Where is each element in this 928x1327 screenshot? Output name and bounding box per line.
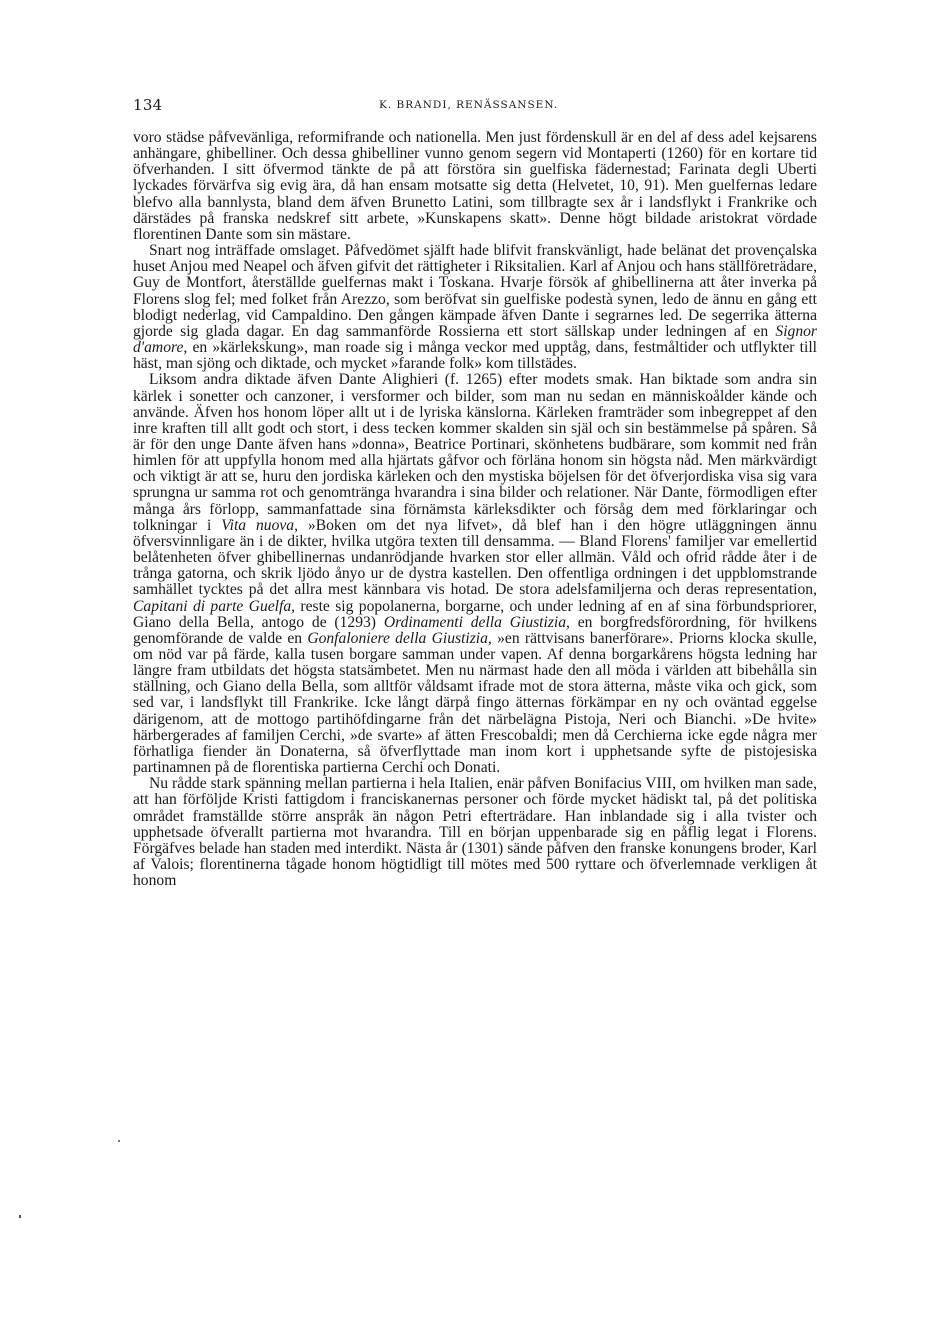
margin-mark	[19, 1215, 21, 1218]
paragraph-3-text-d: en borgfredsförordning, för hvilkens genomförande de valde en	[133, 613, 817, 647]
paragraph-3-text-a: Liksom andra diktade äfven Dante Alighieri (f. 1265) efter modets smak. Han biktade som andra sin kärlek i sonetter och canzoner, i versformer och bilder, som man nu sedan en människoålder kände och använde. Äfven hos honom löper allt ut i de lyriska känslorna. Kärleken framträder som inbegreppet af den inre kraften till allt godt och stort, i dess tecken kommer skalden sin själ och sin bestämmelse på spåren. Så är för den unge Dante äfven hans »donna», Beatrice Portinari, skönhetens budbärare, som kommit ned från himlen för att uppfylla honom med alla hjärtats gåfvor och förläna honom sin högsta nåd. Men märkvärdigt och viktigt är att se, huru den jordiska kärleken och den mystiska böjelsen för det öfverjordiska visa sig vara sprungna ur samma rot och genomtränga hvarandra i sina bilder och relationer. När Dante, förmodligen efter många års förlopp, sammanfattade sina förnämsta kärleksdikter och försåg dem med förklaringar och tolkningar i	[133, 371, 817, 534]
page-number: 134	[133, 96, 163, 114]
paragraph-2-text-b: en »kärlekskung», man roade sig i många veckor med upptåg, dans, festmåltider och utflykter till häst, man sjöng och diktade, och mycket »farande folk» kom tillstädes.	[133, 339, 817, 373]
paragraph-3-text-e: »en rättvisans banerförare». Priorns klocka skulle, om nöd var på färde, kalla tusen borgare samman under vapen. Af denna borgarkårens högsta ledning har längre fram utbildats det högsta statsämbetet. Men nu närmast hade den all möda i världen att bibehålla sin ställning, och Giano della Bella, som alltför våldsamt ifrade mot de stora ätterna, måste vika och gick, som sed var, i landsflykt till Frankrike. Icke långt därpå fingo ätternas förkämpar en ny och oväntad eggelse därigenom, att de mottogo partihöfdingarne från det närbelägna Pistoja, Neri och Bianchi. »De hvite» härbergerades af familjen Cerchi, »de svarte» af ätten Frescobaldi; men då Cerchierna icke egde några mer förhatliga fiender än Donaterna, så öfverflyttade man inom kort i upphetsande syfte de pistojesiska partinamnen på de florentiska partierna Cerchi och Donati.	[133, 629, 818, 777]
book-page	[133, 96, 817, 889]
paragraph-3	[133, 372, 817, 776]
paragraph-1	[133, 130, 817, 243]
italic-term-gonfaloniere: Gonfaloniere della Giustizia,	[307, 629, 492, 647]
scan-speck	[118, 1140, 120, 1142]
paragraph-3-text-b: »Boken om det nya lifvet», då blef han i den högre utläggningen ännu öfversvinnligare än i de dikter, hvilka utgöra texten till densamma. — Bland Florens' familjer var emellertid belåtenheten öfver ghibellinernas undanrödjande hvarken stor eller allmän. Våld och ofrid rådde åter i de trånga gatorna, och skrik ljödo ånyo ur de dystra kastellen. Den offentliga ordningen i det uppblomstrande samhället tycktes på det allra mest kännbara vis hotad. De stora adelsfamiljerna och deras representation,	[133, 516, 817, 599]
running-head	[133, 96, 817, 118]
paragraph-3-text-c: reste sig popolanerna, borgarne, och under ledning af en af sina förbundspriorer, Giano della Bella, antogo de (1293)	[133, 597, 818, 631]
paragraph-1-text: voro städse påfvevänliga, reformifrande och nationella. Men just fördenskull är en del af dess adel kejsarens anhängare, ghibelliner. Och dessa ghibelliner vunno genom segern vid Montaperti (1260) för en kortare tid öfverhanden. I sitt öfvermod tänkte de på att förstöra sin guelfiska fädernestad; Farinata degli Uberti lyckades förvärfva sig evig ära, då han ensam motsatte sig detta (Helvetet, 10, 91). Men guelfernas ledare blefvo alla bannlysta, bland dem äfven Brunetto Latini, som tillbragte sex år i landsflykt i Frankrike och därstädes på franska nedskref sitt arbete, »Kunskapens skatt». Denne högt bildade aristokrat vördade florentinen Dante som sin mästare.	[133, 129, 817, 243]
paragraph-2	[133, 243, 817, 372]
running-title: K. BRANDI, RENÄSSANSEN.	[379, 99, 559, 111]
paragraph-2-text-a: Snart nog inträffade omslaget. Påfvedömet själft hade blifvit franskvänligt, hade belänat det provençalska huset Anjou med Neapel och äfven gifvit det rättigheter i Riksitalien. Karl af Anjou och hans ställföreträdare, Guy de Montfort, återställde guelfernas makt i Toskana. Hvarje försök af ghibellinerna att åter inverka på Florens slog fel; med folket från Arezzo, som beröfvat sin guelfiske podestà synen, ledo de ännu en gång ett blodigt nederlag, vid Campaldino. Den gången kämpade äfven Dante i segrarnes led. De segerrika ätterna gjorde sig glada dagar. En dag sammanförde Rossierna ett stort sällskap under ledningen af en	[133, 242, 817, 340]
paragraph-4	[133, 776, 817, 889]
italic-term-ordinamenti: Ordinamenti della Giustizia,	[383, 613, 570, 631]
body-text	[133, 130, 817, 889]
italic-title-vita-nuova: Vita nuova,	[221, 516, 298, 534]
paragraph-4-text: Nu rådde stark spänning mellan partierna i hela Italien, enär påfven Bonifacius VIII, om hvilken man sade, att han förföljde Kristi fattigdom i franciskanernas personer och förde mycket hädiskt tal, på det politiska området framställde större anspråk än någon Petri efterträdare. Han inblandade sig i alla tvister och upphetsade öfverallt partierna mot hvarandra. Till en början uppenbarade sig en påflig legat i Florens. Förgäfves belade han staden med interdikt. Nästa år (1301) sände påfven den franske konungens broder, Karl af Valois; florentinerna tågade honom högtidligt till mötes med 500 ryttare och öfverlemnade verkligen åt honom	[133, 775, 817, 890]
italic-term-signor-damore: Signor d'amore,	[133, 322, 817, 357]
italic-term-capitani: Capitani di parte Guelfa,	[133, 597, 296, 615]
